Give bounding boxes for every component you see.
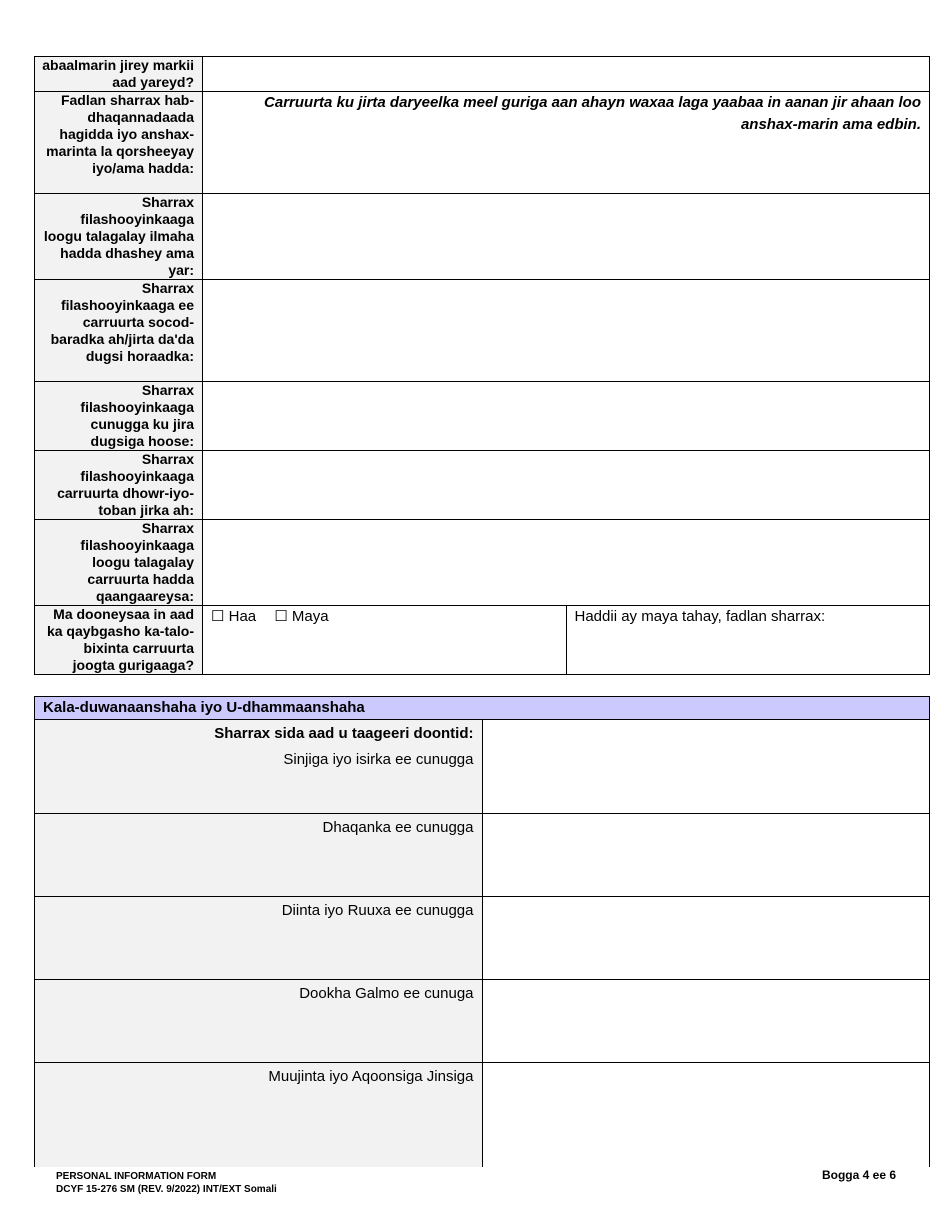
table-row [35,520,930,606]
row-label: Muujinta iyo Aqoonsiga Jinsiga [35,1063,483,1167]
answer-field[interactable] [482,720,930,814]
explain-field[interactable] [566,606,930,675]
answer-field[interactable] [203,382,930,451]
row-label: Dookha Galmo ee cunuga [35,980,483,1063]
form-name: PERSONAL INFORMATION FORM [56,1171,217,1182]
table-row [35,814,930,897]
no-checkbox[interactable]: ☐ Maya [274,608,329,625]
table-row [35,1063,930,1167]
answer-field[interactable] [203,520,930,606]
explain-label: Haddii ay maya tahay, fadlan sharrax: [574,608,826,625]
form-code: DCYF 15-276 SM (REV. 9/2022) INT/EXT Somali [56,1184,277,1195]
row-label: Sharrax filashooyinkaaga loogu talagalay ilmaha hadda dhashey ama yar: [35,194,203,280]
table-row [35,280,930,382]
table-row [35,606,930,675]
answer-field[interactable] [482,814,930,897]
row-label: Sharrax filashooyinkaaga loogu talagalay carruurta hadda qaangaareysa: [35,520,203,606]
row-label: Sharrax filashooyinkaaga cunugga ku jira dugsiga hoose: [35,382,203,451]
answer-field[interactable] [482,1063,930,1167]
answer-field[interactable] [203,57,930,92]
row-label: Dhaqanka ee cunugga [35,814,483,897]
page-number: Bogga 4 ee 6 [821,1168,896,1182]
row-label: Sharrax filashooyinkaaga ee carruurta socod-baradka ah/jirta da'da dugsi horaadka: [35,280,203,382]
section-title: Kala-duwanaanshaha iyo U-dhammaanshaha [35,697,930,720]
row-label: Diinta iyo Ruuxa ee cunugga [35,897,483,980]
expectations-table [34,56,930,675]
table-row [35,451,930,520]
table-row [35,92,930,194]
section-header [35,697,930,720]
row-label: Sharrax filashooyinkaaga carruurta dhowr-iyo-toban jirka ah: [35,451,203,520]
page-footer [56,1170,896,1197]
answer-field[interactable] [203,92,930,194]
intro-label: Sharrax sida aad u taageeri doontid: [214,725,474,742]
table-row [35,382,930,451]
answer-field[interactable] [482,897,930,980]
yes-no-cell [203,606,567,675]
row-label-cell [35,720,483,814]
answer-field[interactable] [203,451,930,520]
row-label: Ma dooneysaa in aad ka qaybgasho ka-talo-bixinta carruurta joogta gurigaaga? [35,606,203,675]
discipline-note: Carruurta ku jirta daryeelka meel guriga aan ahayn waxaa laga yaabaa in aanan jir ahaan loo anshax-marin ama edbin. [264,94,921,133]
answer-field[interactable] [482,980,930,1063]
row-label: Fadlan sharrax hab-dhaqannadaada hagidda iyo anshax-marinta la qorsheeyay iyo/ama hadda: [35,92,203,194]
table-row [35,720,930,814]
yes-checkbox[interactable]: ☐ Haa [211,608,257,625]
diversity-table [34,696,930,1167]
row-label: abaalmarin jirey markii aad yareyd? [35,57,203,92]
table-row [35,194,930,280]
row-label: Sinjiga iyo isirka ee cunugga [283,751,474,768]
answer-field[interactable] [203,280,930,382]
table-row [35,897,930,980]
table-row [35,57,930,92]
table-row [35,980,930,1063]
answer-field[interactable] [203,194,930,280]
